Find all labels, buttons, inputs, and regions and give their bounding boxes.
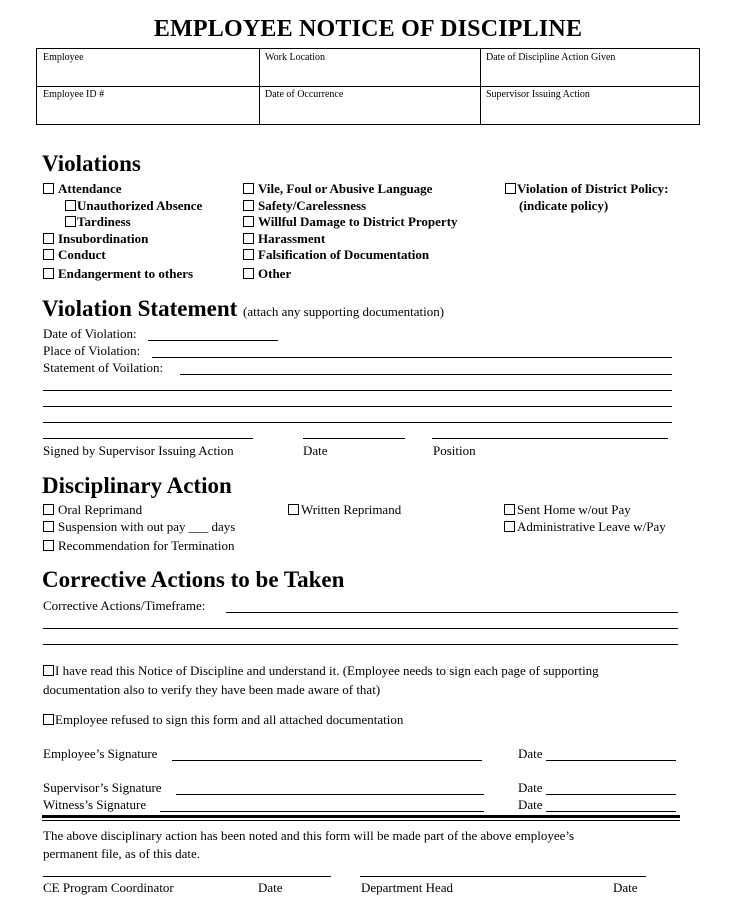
footer-note-line2: permanent file, as of this date. (43, 846, 201, 861)
employee-signature-line[interactable] (172, 760, 482, 761)
violation-endangerment[interactable]: Endangerment to others (43, 266, 193, 282)
place-of-violation-label: Place of Violation: (43, 343, 141, 358)
date-signature-line[interactable] (303, 438, 405, 439)
checkbox[interactable] (504, 504, 515, 515)
violation-district-policy[interactable]: Violation of District Policy: (505, 181, 669, 197)
action-suspension[interactable]: Suspension with out pay ___ days (43, 519, 235, 535)
corrective-line[interactable] (226, 612, 678, 613)
witness-date-label: Date (518, 797, 543, 812)
violation-vile-language[interactable]: Vile, Foul or Abusive Language (243, 181, 432, 197)
supervisor-signature-label: Supervisor’s Signature (43, 780, 162, 795)
violation-willful-damage[interactable]: Willful Damage to District Property (243, 214, 458, 230)
employee-signature-label: Employee’s Signature (43, 746, 158, 761)
violation-statement-heading: Violation Statement (attach any supporting documentation) (42, 296, 445, 321)
ce-coordinator-label: CE Program Coordinator (43, 880, 174, 895)
action-written-reprimand[interactable]: Written Reprimand (288, 502, 401, 518)
corrective-timeframe-label: Corrective Actions/Timeframe: (43, 598, 206, 613)
checkbox[interactable] (43, 183, 54, 194)
date-occurrence-field[interactable] (259, 86, 480, 103)
statement-of-violation-label: Statement of Voilation: (43, 360, 164, 375)
employee-date-label: Date (518, 746, 543, 761)
employee-field[interactable] (37, 49, 259, 66)
violation-conduct[interactable]: Conduct (43, 247, 106, 263)
corrective-line[interactable] (43, 644, 678, 645)
date-occurrence-label: Date of Occurrence (265, 89, 344, 100)
checkbox[interactable] (288, 504, 299, 515)
checkbox[interactable] (43, 665, 54, 676)
supervisor-signature-line[interactable] (43, 438, 253, 439)
violation-tardiness[interactable]: Tardiness (65, 214, 131, 230)
date-action-given-label: Date of Discipline Action Given (486, 52, 616, 63)
witness-signature-label: Witness’s Signature (43, 797, 147, 812)
dept-head-label: Department Head (361, 880, 454, 895)
work-location-field[interactable] (259, 49, 480, 66)
violation-unauthorized-absence[interactable]: Unauthorized Absence (65, 198, 202, 214)
place-of-violation-line[interactable] (152, 357, 672, 358)
supervisor-signature-line[interactable] (176, 794, 484, 795)
action-admin-leave[interactable]: Administrative Leave w/Pay (504, 519, 666, 535)
action-sent-home[interactable]: Sent Home w/out Pay (504, 502, 631, 518)
checkbox[interactable] (243, 200, 254, 211)
work-location-label: Work Location (265, 52, 326, 63)
violation-falsification[interactable]: Falsification of Documentation (243, 247, 429, 263)
date-of-violation-line[interactable] (148, 340, 278, 341)
violation-statement-subheading: (attach any supporting documentation) (243, 304, 445, 319)
checkbox[interactable] (243, 183, 254, 194)
violation-indicate-policy: (indicate policy) (519, 198, 609, 213)
checkbox[interactable] (43, 540, 54, 551)
ce-date-label: Date (258, 880, 283, 895)
disciplinary-action-heading: Disciplinary Action (42, 473, 232, 498)
checkbox[interactable] (43, 504, 54, 515)
ce-coordinator-line[interactable] (43, 876, 331, 877)
position-signature-line[interactable] (432, 438, 668, 439)
violations-heading: Violations (42, 151, 141, 176)
statement-line[interactable] (180, 374, 672, 375)
signed-by-supervisor-label: Signed by Supervisor Issuing Action (43, 443, 234, 458)
checkbox[interactable] (43, 233, 54, 244)
statement-line[interactable] (43, 390, 672, 391)
position-label: Position (433, 443, 476, 458)
witness-date-line[interactable] (546, 811, 676, 812)
checkbox[interactable] (65, 216, 76, 227)
violation-safety[interactable]: Safety/Carelessness (243, 198, 366, 214)
section-divider (42, 815, 680, 818)
checkbox[interactable] (65, 200, 76, 211)
checkbox[interactable] (43, 268, 54, 279)
checkbox[interactable] (504, 521, 515, 532)
header-table (36, 48, 700, 125)
supervisor-issuing-label: Supervisor Issuing Action (486, 89, 590, 100)
corrective-actions-heading: Corrective Actions to be Taken (42, 567, 345, 592)
date-action-given-field[interactable] (480, 49, 701, 66)
checkbox[interactable] (43, 521, 54, 532)
employee-id-field[interactable] (37, 86, 259, 103)
statement-date-label: Date (303, 443, 328, 458)
violation-insubordination[interactable]: Insubordination (43, 231, 148, 247)
checkbox[interactable] (243, 216, 254, 227)
checkbox[interactable] (43, 249, 54, 260)
employee-label: Employee (43, 52, 84, 63)
acknowledge-checkbox-row[interactable]: I have read this Notice of Discipline and understand it. (Employee needs to sign each page of supporting (43, 663, 599, 679)
supervisor-issuing-field[interactable] (480, 86, 701, 103)
checkbox[interactable] (243, 268, 254, 279)
date-of-violation-label: Date of Violation: (43, 326, 137, 341)
violation-other[interactable]: Other (243, 266, 291, 282)
witness-signature-line[interactable] (160, 811, 484, 812)
checkbox[interactable] (243, 233, 254, 244)
footer-note-line1: The above disciplinary action has been noted and this form will be made part of the above employee’s (43, 828, 575, 843)
statement-line[interactable] (43, 406, 672, 407)
violation-harassment[interactable]: Harassment (243, 231, 325, 247)
statement-line[interactable] (43, 422, 672, 423)
section-divider (42, 820, 680, 821)
supervisor-date-line[interactable] (546, 794, 676, 795)
violation-attendance[interactable]: Attendance (43, 181, 122, 197)
action-oral-reprimand[interactable]: Oral Reprimand (43, 502, 142, 518)
checkbox[interactable] (243, 249, 254, 260)
corrective-line[interactable] (43, 628, 678, 629)
dept-date-label: Date (613, 880, 638, 895)
employee-date-line[interactable] (546, 760, 676, 761)
employee-id-label: Employee ID # (43, 89, 105, 100)
checkbox[interactable] (43, 714, 54, 725)
supervisor-date-label: Date (518, 780, 543, 795)
form-title: EMPLOYEE NOTICE OF DISCIPLINE (153, 16, 583, 42)
acknowledge-line2: documentation also to verify they have been made aware of that) (43, 682, 381, 697)
dept-head-line[interactable] (360, 876, 646, 877)
action-termination[interactable]: Recommendation for Termination (43, 538, 234, 554)
checkbox[interactable] (505, 183, 516, 194)
refused-checkbox-row[interactable]: Employee refused to sign this form and all attached documentation (43, 712, 403, 728)
